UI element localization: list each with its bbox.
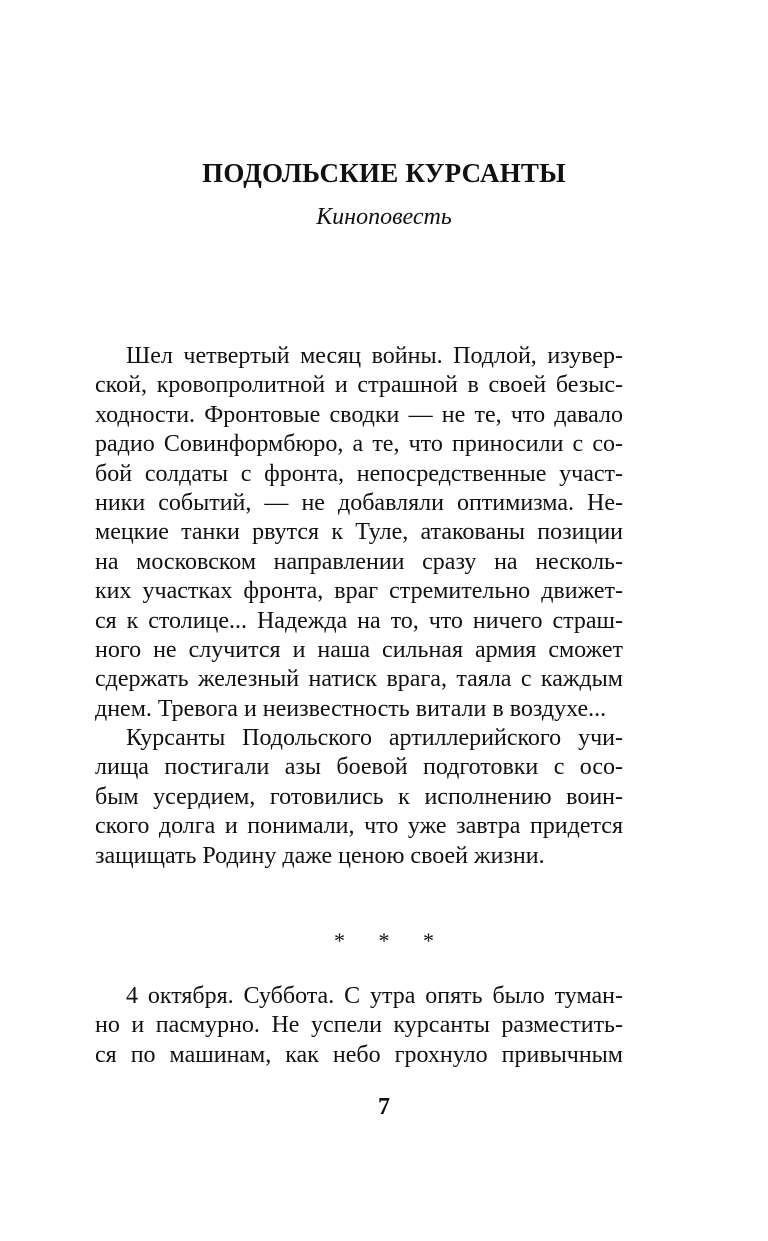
text-line: сдержать железный натиск врага, таяла с каждым (95, 666, 623, 693)
text-line: но и пасмурно. Не успели курсанты разместить- (95, 1012, 623, 1039)
paragraph-1 (95, 342, 623, 871)
text-line: ся по машинам, как небо грохнуло привычным (95, 1041, 623, 1068)
text-line: лища постигали азы боевой подготовки с осо- (95, 754, 623, 781)
text-line: бым усердием, готовились к исполнению воин- (95, 783, 623, 810)
text-line: Курсанты Подольского артиллерийского учи- (126, 725, 623, 752)
text-line: мецкие танки рвутся к Туле, атакованы позиции (95, 519, 623, 546)
text-line: ходности. Фронтовые сводки — не те, что давало (95, 401, 623, 428)
text-line: 4 октября. Суббота. С утра опять было туман- (126, 983, 623, 1009)
text-line: ного не случится и наша сильная армия сможет (95, 636, 623, 663)
text-line: радио Совинформбюро, а те, что приносили с со- (95, 431, 623, 458)
text-line: ского долга и понимали, что уже завтра придется (95, 813, 623, 840)
text-line: ники событий, — не добавляли оптимизма. Не- (95, 489, 623, 516)
page-number: 7 (378, 1094, 390, 1120)
text-line: днем. Тревога и неизвестность витали в воздухе... (95, 695, 607, 722)
text-line: ких участках фронта, враг стремительно движет- (95, 578, 623, 605)
text-line: ся к столице... Надежда на то, что ничего страш- (95, 607, 623, 634)
text-line: на московском направлении сразу на несколь- (95, 548, 623, 575)
section-separator: * * * (334, 928, 448, 953)
chapter-subtitle: Киноповесть (316, 204, 452, 230)
chapter-title: ПОДОЛЬСКИЕ КУРСАНТЫ (202, 158, 566, 188)
text-line: бой солдаты с фронта, непосредственные участ- (95, 460, 623, 487)
text-line: ской, кровопролитной и страшной в своей безыс- (95, 372, 623, 399)
paragraph-3 (95, 982, 623, 1070)
text-line: защищать Родину даже ценою своей жизни. (95, 842, 545, 869)
text-line: Шел четвертый месяц войны. Подлой, изувер- (126, 343, 623, 369)
